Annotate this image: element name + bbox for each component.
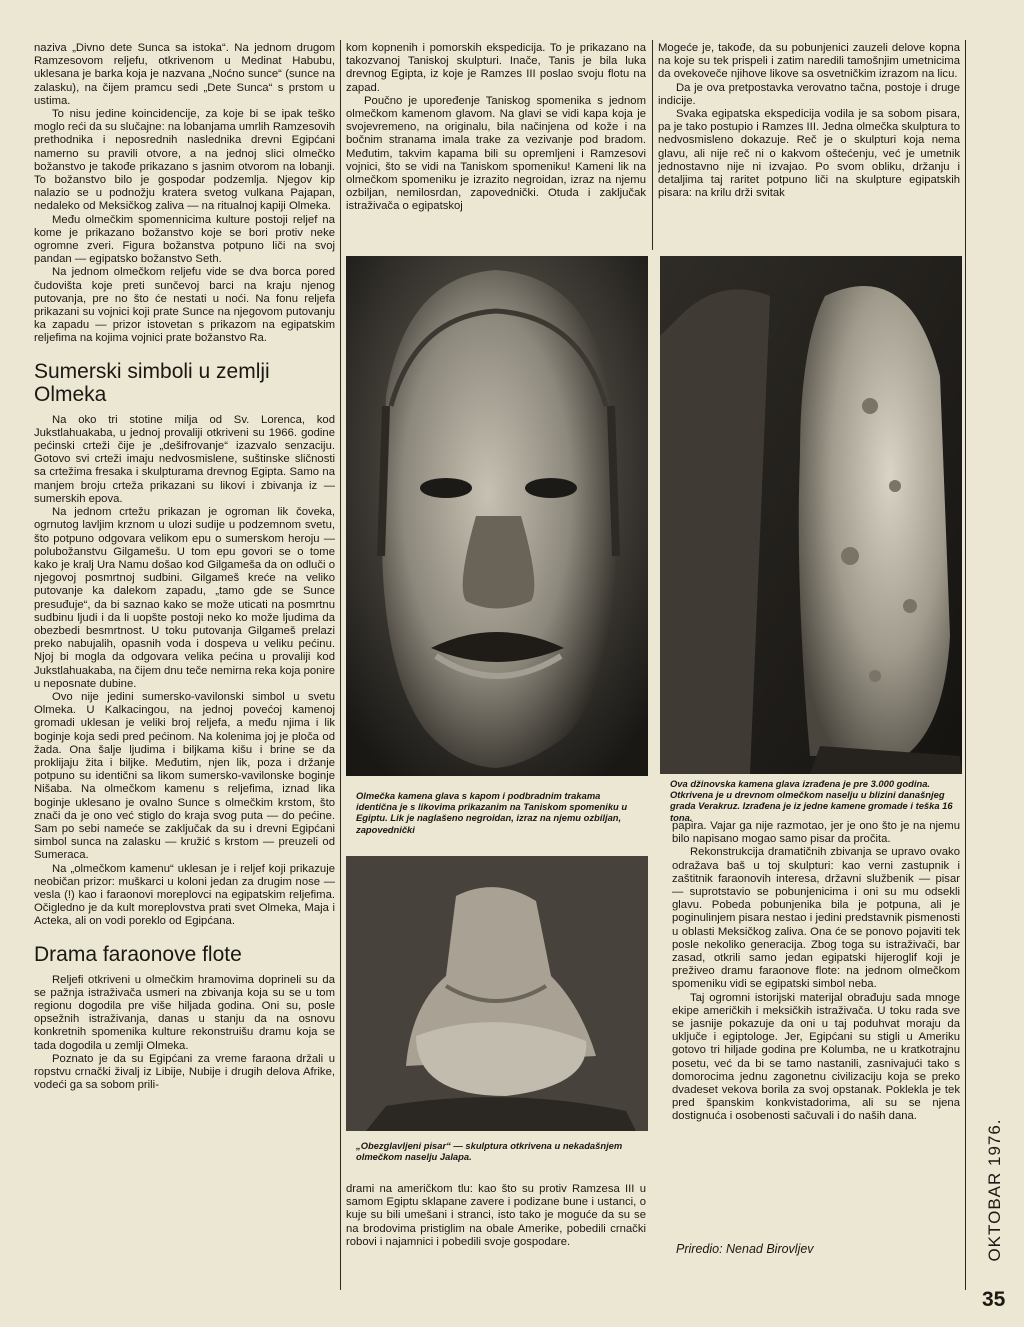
issue-date-text: OKTOBAR 1976. [985,1118,1004,1262]
paragraph: Ovo nije jedini sumersko-vavilonski simbol u svetu Olmeka. U Kalkacingou, na jednoj povećoj kamenoj gromadi uklesan je veliki broj reljefa, a među njima i lik boginje koja sedi pred pećinom. Na kolenima joj je ploča od žada. Ona šalje ljudima i biljkama kišu i brine se da proklijaju žita i biljke. Međutim, njen lik, poza i držanje potpuno su identični sa likom sumersko-vavilonske boginje Nišaba. Na olmečkom kamenu s reljefima, iznad lika boginje uklesano je ovalno Sunce s olmečkim krstom, što znači da je ono već stiglo do kraja svog puta — do pećine. Sam po sebi nameće se zaključak da su i drevni Egipćani simbol sunca na zalasku — kružić s krstom — preuzeli od Sumeraca. [34,690,335,862]
column-rule-2 [652,40,653,250]
paragraph: Svaka egipatska ekspedicija vodila je sa sobom pisara, pa je tako postupio i Ramzes III. Jedna olmečka skulptura to nedvosmisleno dokazuje. Reč je o skulpturi koja nema glavu, ali nije reč ni o kakvom oštećenju, već je umetnik jednostavno nije ni izvajao. Po svom obliku, držanju i detaljima taj raritet potpuno liči na skulpture egipatskih pisara: na krilu drži svitak [658,108,960,200]
paragraph: Na oko tri stotine milja od Sv. Lorenca, kod Jukstlahuakaba, u jednoj provaliji otkriveni su 1966. godine pećinski crteži čije je „dešifrovanje“ izazvalo senzaciju. Gotovo svi crteži imaju nedvosmislene, suštinske sličnosti sa crtežima fresaka i skulpturama drevnog Egipta. Samo na manjem broju crteža prikazani su likovi i zbivanja iz — sumerskih epova. [34,413,335,505]
headless-scribe-photo [346,856,648,1131]
author-credit: Priredio: Nenad Birovljev [676,1242,814,1256]
paragraph: Mogeće je, takođe, da su pobunjenici zauzeli delove kopna na koje su tek prispeli i zatim naredili tamošnjim umetnicima da ovekoveče njihove likove sa osvetničkim izrazom na licu. [658,42,960,81]
olmec-head-photo [346,256,648,776]
paragraph: Među olmečkim spomennicima kulture postoji reljef na kome je prikazano božanstvo koje se bori protiv neke ogromne zveri. Figura božanstva potpuno liči na svoj pandan — egipatsko božanstvo Seth. [34,213,335,266]
column-2-top [346,42,646,252]
scribe-image [346,856,648,1131]
paragraph: Poznato je da su Egipćani za vreme faraona držali u ropstvu crnački živalj iz Libije, Nubije i drugih delova Afrike, vodeći ga sa sobom prili- [34,1052,335,1092]
paragraph: Reljefi otkriveni u olmečkim hramovima doprineli su da se pažnja istraživača usmeri na zbivanja koja su se u tom regionu dogodila pre više hiljada godina. Oni su, posle opsežnih istraživanja, danas u stanju da na osnovu konkretnih spomenika kulture rekonstruišu dramu koja se tada dogodila u zemlji Olmeka. [34,973,335,1052]
column-rule-1 [340,40,341,1290]
column-3-top [658,42,960,254]
photo-caption: Ova džinovska kamena glava izrađena je pre 3.000 godina. Otkrivena je u drevnom olmečkom naselju u blizini današnjeg grada Verakruz. Izrađena je iz jedne kamene gromade i teška 16 tona. [670,778,953,823]
colossal-head-image [660,256,962,774]
colossal-head-photo [660,256,962,774]
paragraph: Taj ogromni istorijski materijal obrađuju sada mnoge ekipe američkih i meksičkih istraživača. U toku rada sve se jasnije pokazuje da oni u taj poduhvat moraju da uključe i egiptologe. Jer, Egipćani su stigli u Ameriku gotovo tri hiljade godina pre Kolumba, ne u kratkotrajnu posetu, već da bi se tamo nastanili, zasnivajući tako s domorocima jednu zagonetnu civilizaciju koja se preko dvadeset vekova borila za svoj opstanak. Poklekla je tek pred španskim konkvistadorima, ali su se njena dostignuća i osobenosti sačuvali i do naših dana. [672,991,960,1123]
paragraph: drami na američkom tlu: kao što su protiv Ramzesa III u samom Egiptu sklapane zavere i podizane bune i ustanci, o kuje su bili umešani i stranci, isto tako je moguće da su se na brodovima pristiglim na obale Amerike, pobedili crnački robovi i najamnici i pobedili svoje gospodare. [346,1183,646,1248]
paragraph: To nisu jedine koincidencije, za koje bi se ipak teško moglo reći da su slučajne: na lobanjama umrlih Ramzesovih prethodnika i neposrednih naslednika drevni Egipćani namerno su pravili otvore, a na jednoj slici olmečko božanstvo je takođe prikazano s jasnim otvorom na lobanji. To božanstvo bilo je gospodar podzemlja. Njegov kip nalazio se u podnožju kratera svetog vulkana Pajapan, nedaleko od Meksičkog zaliva — na ritualnoj kapiji Olmeka. [34,108,335,213]
paragraph: papira. Vajar ga nije razmotao, jer je ono što je na njemu bilo napisano mogao samo pisar da pročita. [672,820,960,846]
paragraph: Na jednom olmečkom reljefu vide se dva borca pored čudovišta koje preti sunčevoj barci na kraju njenog putovanja, pre no što će nestati u noći. Na fonu reljefa prikazani su vojnici koji prate Sunce na njegovom putovanju ka zapadu — prizor istovetan s prikazom na egipatskim reljefima na kojima vojnici prate božanstvo Ra. [34,266,335,345]
paragraph: Poučno je upoređenje Taniskog spomenika s jednom olmečkom kamenom glavom. Na glavi se vidi kapa koja je svojevremeno, na originalu, bila načinjena od kože i na bočnim stranama imala trake za vezivanje pod bradom. Međutim, takvim kapama bili su opremljeni i Ramzesovi vojnici, što se vidi na Taniskom spomeniku! Kameni lik na olmečkom spomeniku je izrazito negroidan, izraz na njemu ozbiljan, nemilosrdan, zapovednički. Otuda i zaključak istraživača o egipatskoj [346,94,646,213]
issue-date [980,1100,1010,1280]
paragraph: naziva „Divno dete Sunca sa istoka“. Na jednom drugom Ramzesovom reljefu, otkrivenom u Medinat Habubu, uklesana je barka koja je nazvana „Noćno sunce“ (sunce na zalasku), na čijem pramcu sedi „Dete Sunca“ s prstom u ustima. [34,42,335,107]
column-2-bottom [346,1183,646,1283]
paragraph: Rekonstrukcija dramatičnih zbivanja se upravo ovako odražava baš u toj skulpturi: kao verni zastupnik i zaštitnik faraonovih interesa, državni službenik — pisar — suprotstavio se pobunjenicima i oni su mu odsekli glavu. Pobeda pobunjenika bila je potpuna, ali je poginulinjem pisara nestao i jedini predstavnik pismenosti u oblasti Meksičkog zaliva. Ona će se ponovo pojaviti tek posle nekoliko generacija. Zbog toga su istraživači, bar zasad, otkrili samo jedan egipatski hijeroglif koji je preživeo dramu faraonove flote: na jednom olmečkom spomeniku vidi se egipatski simbol neba. [672,846,960,991]
paragraph: Na „olmečkom kamenu“ uklesan je i reljef koji prikazuje neobičan prizor: muškarci u koloni jedan za drugim nose — vesla (!) kao i faraonovi moreplovci na egipatskim reljefima. Očigledno je da kult moreplovstva prati svet Olmeka, Maja i Acteka, ali on vodi poreklo od Egipćana. [34,862,335,928]
olmec-head-image [346,256,648,776]
section-heading: Drama faraonove flote [34,942,242,966]
paragraph: Da je ova pretpostavka verovatno tačna, postoje i druge indicije. [658,81,960,107]
photo-caption: „Obezglavljeni pisar“ — skulptura otkrivena u nekadašnjem olmečkom naselju Jalapa. [356,1140,623,1163]
column-rule-3 [965,40,966,1290]
column-1 [34,42,335,1282]
paragraph: Na jednom crtežu prikazan je ogroman lik čoveka, ogrnutog lavljim krznom u ulozi sudije u podzemnom svetu, što potpuno odgovara velikom epu o sumerskom heroju — polubožanstvu Gilgamešu. U tom epu govori se o tome kako je kralj Ura Namu došao kod Gilgameša da on odluči o njegovoj posmrtnoj sudbini. Gilgameš kreće na veliko putovanje ka dalekom zapadu, „tamo gde se Sunce presuđuje“, da bi saznao kako se može uticati na posmrtnu sudbinu ljudi i da li uopšte postoji neko ko može ljudima da obezbedi besmrtnost. U toku putovanja Gilgameš prelazi preko nabujalih, opasnih voda i dospeva u veliku pećinu. Njoj bi mogla da odgovara velika pećina u provaliji kod Jukstlahuakaba, na čijem dnu teče nemirna reka koja ponire u neposnate dubine. [34,506,335,690]
section-heading: Sumerski simboli u zemlji Olmeka [34,359,270,406]
photo-caption: Olmečka kamena glava s kapom i podbradnim trakama identična je s likovima prikazanim na Taniskom spomeniku u Egiptu. Lik je naglašeno negroidan, izraz na njemu ozbiljan, zapovednički [356,790,628,835]
paragraph: kom kopnenih i pomorskih ekspedicija. To je prikazano na takozvanoj Taniskoj skulpturi. Inače, Tanis je bila luka drevnog Egipta, iz koje je Ramzes III poslao svoju flotu na zapad. [346,42,646,94]
column-3-bottom [672,820,960,1235]
page-number: 35 [982,1288,1006,1311]
